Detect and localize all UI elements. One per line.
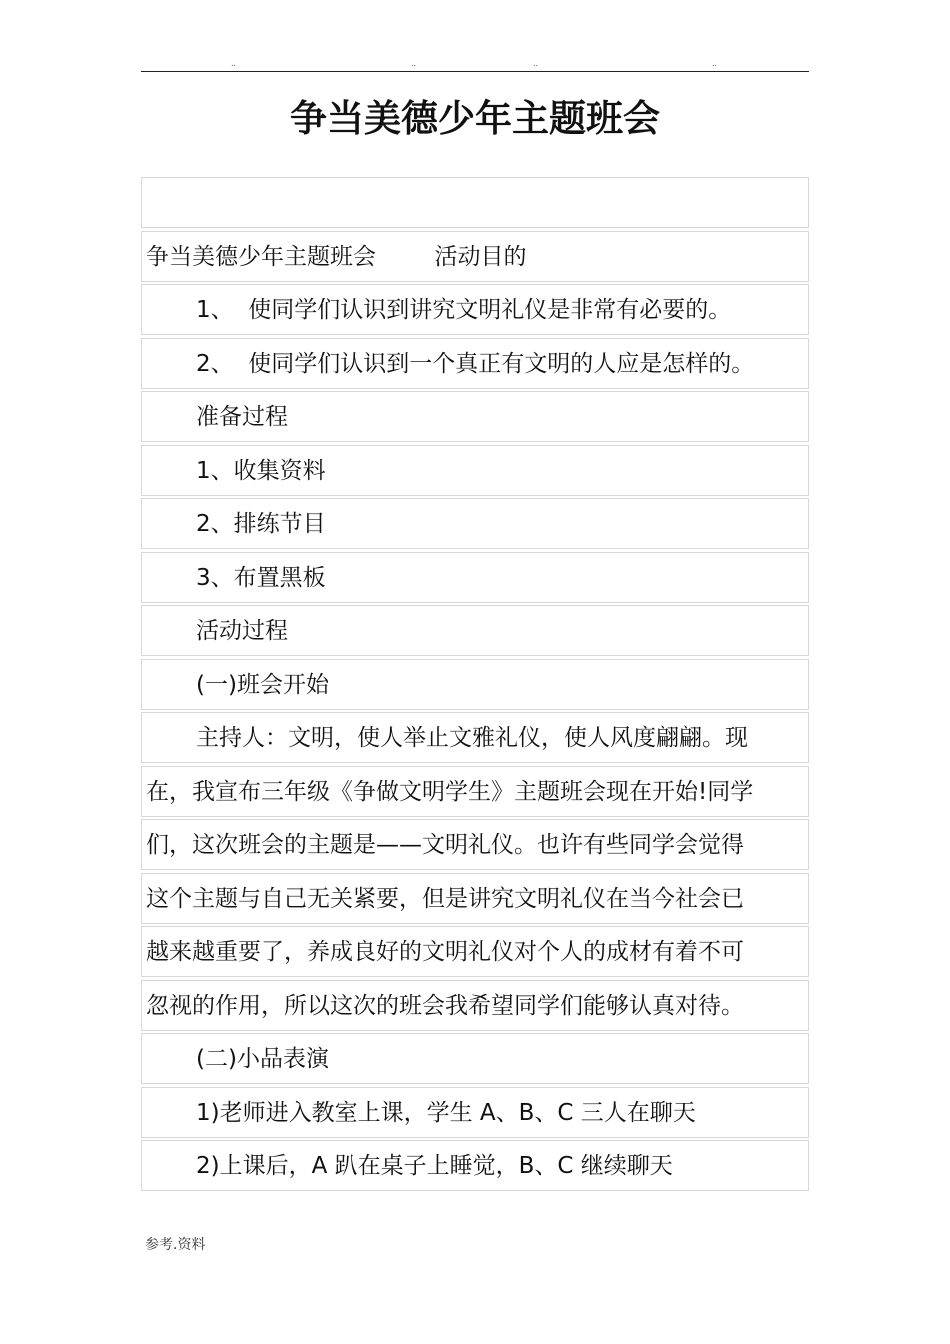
row-text: 1、 使同学们认识到讲究文明礼仪是非常有必要的。 (196, 297, 732, 323)
text-row (141, 605, 809, 656)
row-text: 忽视的作用，所以这次的班会我希望同学们能够认真对待。 (146, 992, 744, 1019)
text-row (141, 1033, 809, 1084)
row-text: 3、布置黑板 (196, 564, 326, 591)
text-row (141, 766, 809, 817)
header-mark: .. (533, 59, 539, 68)
text-row (141, 659, 809, 710)
text-row (141, 1087, 809, 1138)
row-text: (二)小品表演 (196, 1046, 329, 1072)
text-row (141, 552, 809, 603)
row-text: 2、 使同学们认识到一个真正有文明的人应是怎样的。 (196, 350, 755, 377)
text-row (141, 1140, 809, 1191)
text-row (141, 445, 809, 496)
row-text: 主持人：文明，使人举止文雅礼仪，使人风度翩翩。现 (196, 725, 748, 751)
row-text: 争当美德少年主题班会 活动目的 (146, 243, 527, 270)
text-row (141, 391, 809, 442)
row-text: 活动过程 (196, 618, 288, 644)
row-text: 们，这次班会的主题是——文明礼仪。也许有些同学会觉得 (146, 832, 744, 858)
row-text: 2、排练节目 (196, 511, 326, 537)
header-mark: .. (712, 59, 718, 68)
text-row (141, 498, 809, 549)
text-row (141, 712, 809, 763)
text-row (141, 338, 809, 389)
row-text: (一)班会开始 (196, 671, 329, 698)
row-text: 2)上课后，A 趴在桌子上睡觉，B、C 继续聊天 (196, 1153, 673, 1179)
page-title: 争当美德少年主题班会 (290, 97, 660, 140)
header-mark: .. (411, 59, 417, 68)
text-row (141, 926, 809, 977)
header-rule (141, 71, 809, 72)
row-text: 这个主题与自己无关紧要，但是讲究文明礼仪在当今社会已 (146, 885, 744, 912)
page-footer: 参考.资料 (145, 1237, 206, 1253)
row-text: 准备过程 (196, 404, 288, 430)
text-row (141, 873, 809, 924)
header-mark: .. (231, 59, 237, 68)
row-text: 在，我宣布三年级《争做文明学生》主题班会现在开始!同学 (146, 778, 754, 805)
row-text: 1)老师进入教室上课，学生 A、B、C 三人在聊天 (196, 1099, 696, 1126)
text-row (141, 284, 809, 335)
row-text: 越来越重要了，养成良好的文明礼仪对个人的成材有着不可 (146, 939, 744, 965)
text-row (141, 177, 809, 228)
row-text: 1、收集资料 (196, 457, 326, 484)
text-row (141, 231, 809, 282)
text-row (141, 819, 809, 870)
text-row (141, 980, 809, 1031)
header-marks (0, 60, 950, 70)
